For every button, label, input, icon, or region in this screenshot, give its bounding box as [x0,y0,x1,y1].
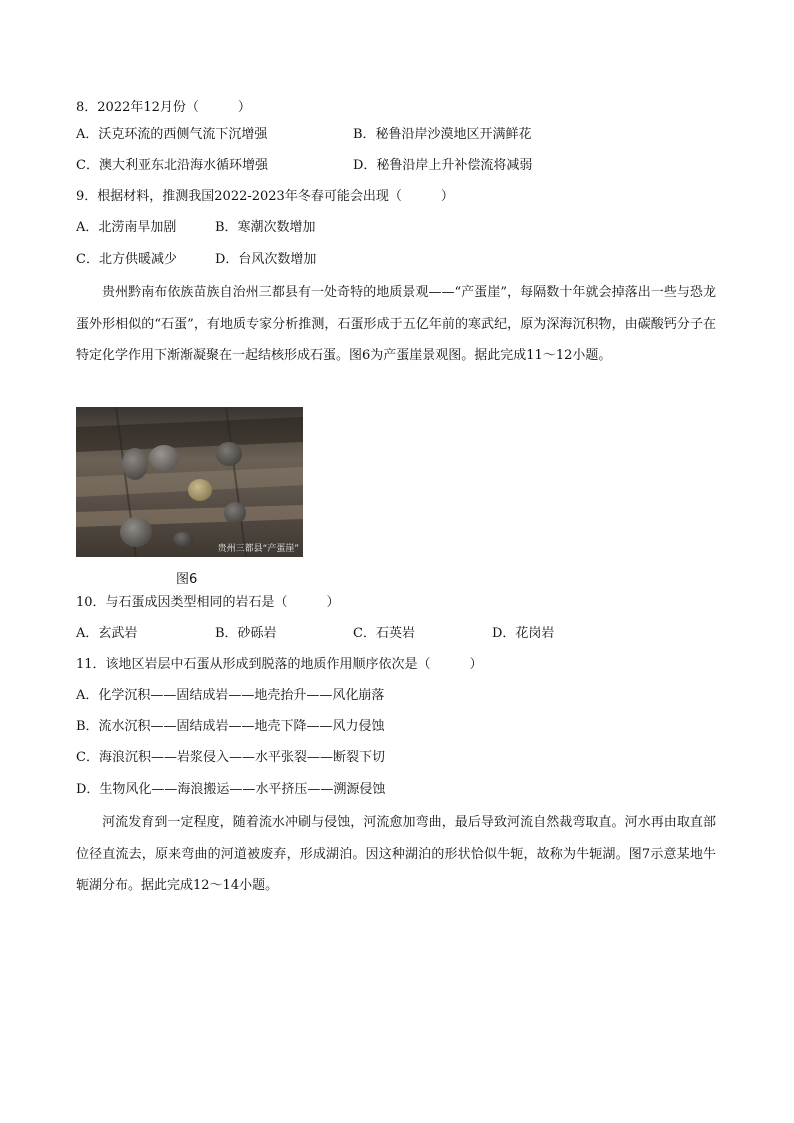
passage-egg-cliff [76,277,716,372]
q11-option-c: C．海浪沉积——岩浆侵入——水平张裂——断裂下切 [76,750,385,765]
q10-option-d: D．花岗岩 [492,626,555,641]
q8-stem: 8．2022年12月份（ ） [76,100,251,115]
q10-option-b: B．砂砾岩 [215,626,277,641]
q9-option-d: D．台风次数增加 [215,252,317,267]
q11-option-b: B．流水沉积——固结成岩——地壳下降——风力侵蚀 [76,719,385,734]
stone-egg [216,442,242,466]
passage-egg-cliff-text: 贵州黔南布依族苗族自治州三都县有一处奇特的地质景观——“产蛋崖”，每隔数十年就会掉落出一些与恐龙蛋外形相似的“石蛋”，有地质专家分析推测，石蛋形成于五亿年前的寒武纪，原为深海沉积物，由碳酸钙分子在特定化学作用下渐渐凝聚在一起结核形成石蛋。图6为产蛋崖景观图。据此完成11～12小题。 [76,285,716,363]
q9-option-a: A．北涝南旱加剧 [76,220,177,235]
q11-stem: 11．该地区岩层中石蛋从形成到脱落的地质作用顺序依次是（ ） [76,657,483,672]
egg-cliff-photo [76,407,303,557]
q8-option-c: C．澳大利亚东北沿海水循环增强 [76,158,268,173]
passage-oxbow-lake-text: 河流发育到一定程度，随着流水冲刷与侵蚀，河流愈加弯曲，最后导致河流自然裁弯取直。河水再由取直部位径直流去，原来弯曲的河道被废弃，形成湖泊。因这种湖泊的形状恰似牛轭，故称为牛轭湖。图7示意某地牛轭湖分布。据此完成12～14小题。 [76,815,716,893]
figure-label: 图6 [176,572,198,587]
q9-stem: 9．根据材料，推测我国2022-2023年冬春可能会出现（ ） [76,189,454,204]
q9-option-b: B．寒潮次数增加 [215,220,316,235]
photo-caption: 贵州三都县“产蛋崖” [217,544,299,554]
q8-option-d: D．秘鲁沿岸上升补偿流将减弱 [353,158,533,173]
stone-egg [173,532,193,546]
q11-option-a: A．化学沉积——固结成岩——地壳抬升——风化崩落 [76,688,385,703]
q8-option-b: B．秘鲁沿岸沙漠地区开满鲜花 [353,127,532,142]
stone-egg [122,448,148,480]
q10-option-c: C．石英岩 [353,626,415,641]
stone-egg [188,479,212,501]
stone-egg [149,445,179,471]
passage-oxbow-lake [76,807,716,902]
q8-option-a: A．沃克环流的西侧气流下沉增强 [76,127,268,142]
q10-stem: 10．与石蛋成因类型相同的岩石是（ ） [76,595,340,610]
stone-egg [224,502,246,524]
q11-option-d: D．生物风化——海浪搬运——水平挤压——溯源侵蚀 [76,782,386,797]
stone-egg [120,517,152,547]
q9-option-c: C．北方供暖减少 [76,252,177,267]
q10-option-a: A．玄武岩 [76,626,138,641]
